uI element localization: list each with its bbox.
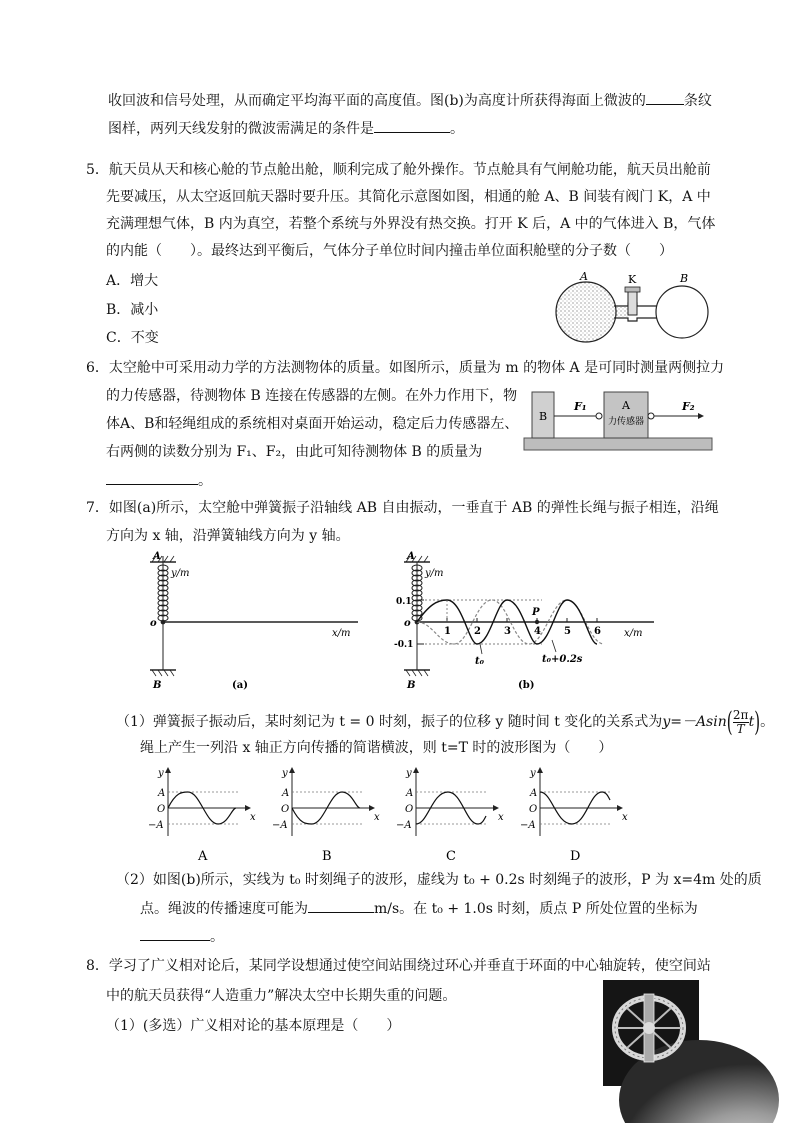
q5-line-4: 的内能（ ）。最终达到平衡后，气体分子单位时间内撞击单位面积舱壁的分子数（ ） [106, 243, 673, 259]
amp-pos-label: A [406, 788, 414, 799]
answer-blank [140, 926, 210, 941]
q7-part2-line-2: 点。绳波的传播速度可能为 m/s。在 t₀ + 1.0s 时刻，质点 P 所处位置的坐标为 [140, 898, 698, 919]
choice-label: A [198, 849, 208, 864]
y-axis-label: y [406, 768, 412, 779]
q6-line-5: 。 [106, 470, 212, 491]
choice-label: B [322, 849, 332, 864]
x-tick-label: 4 [534, 626, 541, 637]
amp-pos-label: A [530, 788, 538, 799]
amp-neg-label: −A [520, 820, 536, 831]
fig-a-label-b: B [153, 680, 162, 691]
t1-label: t₀+0.2s [542, 654, 583, 665]
y-axis-label: y [282, 768, 288, 779]
t0-label: t₀ [475, 656, 484, 667]
q5-option-a: A．增大 [106, 273, 159, 289]
x-tick-label: 2 [474, 626, 481, 637]
intro-line-2: 图样，两列天线发射的微波需满足的条件是 。 [108, 118, 464, 139]
answer-blank [308, 898, 374, 913]
q5-line-1: 5．航天员从天和核心舱的节点舱出舱，顺利完成了舱外操作。节点舱具有气闸舱功能，航天员出舱前 [86, 162, 711, 178]
f1-label: F₁ [574, 400, 587, 413]
fig-a-xlabel: x/m [332, 628, 351, 639]
origin-label: O [281, 804, 290, 815]
y-tick-pos: 0.1 [396, 597, 412, 607]
label-a: A [580, 270, 588, 283]
q6-line-2: 的力传感器，待测物体 B 连接在传感器的左侧。在外力作用下，物 [106, 388, 518, 404]
amp-neg-label: −A [148, 820, 164, 831]
choice-graph-d [520, 767, 628, 864]
space-station-image [603, 980, 699, 1086]
point-p: P [532, 607, 540, 618]
q5-line-2: 先要减压，从太空返回航天器时要升压。其简化示意图如图，相通的舱 A、B 间装有阀门 K，A 中 [106, 189, 711, 205]
q7-part1-line-2: 绳上产生一列沿 x 轴正方向传播的简谐横波，则 t=T 时的波形图为（ ） [140, 740, 613, 756]
answer-blank [374, 118, 450, 133]
intro-line-1: 收回波和信号处理，从而确定平均海平面的高度值。图(b)为高度计所获得海面上微波的 条纹 [108, 90, 712, 111]
origin-label: o [150, 618, 157, 629]
block-b-label: B [538, 410, 548, 423]
x-tick-label: 6 [594, 626, 601, 637]
x-tick-label: 1 [444, 626, 451, 637]
q5-line-3: 充满理想气体，B 内为真空，若整个系统与外界没有热交换。打开 K 后，A 中的气体进入 B，气体 [106, 216, 716, 232]
choice-graph-b [272, 767, 380, 864]
chamber-a [556, 282, 616, 342]
q7-figure-a [140, 550, 370, 692]
q8-line-3: （1）(多选）广义相对论的基本原理是（ ） [106, 1018, 401, 1034]
choice-graph-a [148, 767, 256, 864]
amp-pos-label: A [158, 788, 166, 799]
answer-blank [106, 470, 198, 485]
fig-a-caption: (a) [232, 680, 248, 691]
fig-b-label-a: A [407, 551, 415, 562]
q6-line-3: 体A、B和轻绳组成的系统相对桌面开始运动，稳定后力传感器左、 [106, 416, 519, 432]
amp-pos-label: A [282, 788, 290, 799]
label-b: B [680, 272, 689, 285]
q8-line-1: 8．学习了广义相对论后，某同学设想通过使空间站围绕过环心并垂直于环面的中心轴旋转，使空间站 [86, 958, 711, 974]
origin-label: O [405, 804, 414, 815]
sensor-name: 力传感器 [607, 417, 645, 427]
q6-sensor-figure [518, 384, 718, 460]
q7-part2-line-1: （2）如图(b)所示，实线为 t₀ 时刻绳子的波形，虚线为 t₀ + 0.2s 时刻绳子的波形，P 为 x=4m 处的质 [116, 872, 762, 888]
q5-option-b: B．减小 [106, 302, 159, 318]
amp-neg-label: −A [272, 820, 288, 831]
choice-label: D [570, 849, 581, 864]
fig-b-label-b: B [407, 680, 416, 691]
q7-line-2: 方向为 x 轴，沿弹簧轴线方向为 y 轴。 [106, 528, 350, 544]
fig-b-xlabel: x/m [624, 628, 643, 639]
q7-line-1: 7．如图(a)所示，太空舱中弹簧振子沿轴线 AB 自由振动，一垂直于 AB 的弹性长绳与振子相连，沿绳 [86, 500, 719, 516]
x-axis-label: x [250, 812, 256, 823]
valve-k [628, 291, 637, 315]
fig-a-ylabel: y/m [171, 568, 190, 579]
fig-b-caption: (b) [518, 680, 535, 691]
q5-chamber-figure [552, 270, 722, 350]
choice-label: C [446, 849, 456, 864]
q7-part1-line: （1）弹簧振子振动后，某时刻记为 t = 0 时刻，振子的位移 y 随时间 t 变化的关系式为y=－Asin( $\frac{2\pi}{T}$ t)。 [116, 705, 775, 739]
sensor-a-label: A [622, 399, 630, 412]
x-axis-label: x [622, 812, 628, 823]
choice-graph-c [396, 767, 504, 864]
label-k: K [628, 273, 637, 286]
fig-b-ylabel: y/m [425, 568, 444, 579]
amp-neg-label: −A [396, 820, 412, 831]
y-tick-neg: -0.1 [394, 640, 414, 650]
q8-line-2: 中的航天员获得“人造重力”解决太空中长期失重的问题。 [106, 988, 457, 1004]
x-axis-label: x [374, 812, 380, 823]
origin-label: o [404, 618, 411, 629]
q7-choices [140, 764, 628, 864]
y-axis-label: y [158, 768, 164, 779]
q6-line-4: 右两侧的读数分别为 F₁、F₂，由此可知待测物体 B 的质量为 [106, 444, 483, 460]
x-tick-label: 3 [504, 626, 511, 637]
q7-figure-b [392, 550, 664, 692]
q5-option-c: C．不变 [106, 330, 159, 346]
answer-blank [646, 90, 684, 105]
x-axis-label: x [498, 812, 504, 823]
q6-line-1: 6．太空舱中可采用动力学的方法测物体的质量。如图所示，质量为 m 的物体 A 是可同时测量两侧拉力 [86, 360, 725, 376]
f2-label: F₂ [682, 400, 695, 413]
chamber-b [656, 286, 708, 338]
q7-part2-line-3: 。 [140, 926, 224, 947]
origin-label: O [529, 804, 538, 815]
origin-label: O [157, 804, 166, 815]
x-tick-label: 5 [564, 626, 571, 637]
fig-a-label-a: A [153, 551, 161, 562]
y-axis-label: y [530, 768, 536, 779]
